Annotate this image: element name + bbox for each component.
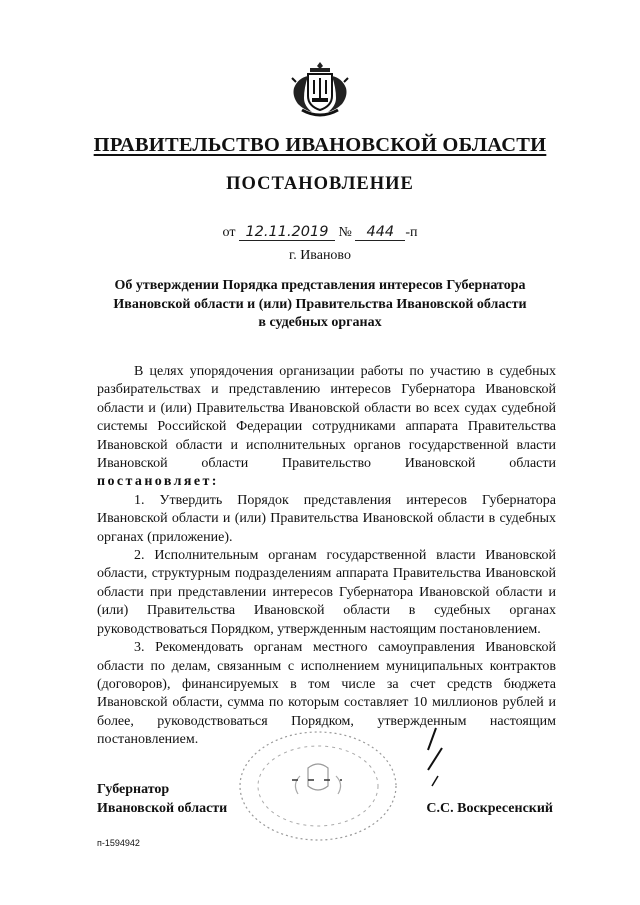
item-3-paragraph: 3. Рекомендовать органам местного самоуправления Ивановской области по делам, связанным с исполнением муниципальных контрактов (договоров), финансируемых в том числе за счет средств бюджета Ивановской области, сумма по которым составляет 10 миллионов рублей и более, руководствоваться Порядком, утвержденным настоящим постановлением. bbox=[97, 640, 556, 748]
signature-marks bbox=[420, 726, 450, 804]
government-title: ПРАВИТЕЛЬСТВО ИВАНОВСКОЙ ОБЛАСТИ bbox=[93, 134, 547, 156]
registration-number: п-1594942 bbox=[97, 838, 140, 848]
preamble-text: В целях упорядочения организации работы по участию в судебных разбирательствах и представлению интересов Губернатора Ивановской области и (или) Правительства Ивановской области во всех судах судебной системы Российской Федерации сотрудниками аппарата Правительства Ивановской области и исполнительных органов государственной власти Ивановской области Правительство Ивановской области bbox=[97, 364, 556, 472]
item-2-paragraph: 2. Исполнительным органам государственной власти Ивановской области, структурным подразделениям аппарата Правительства Ивановской области при представлении интересов Губернатора Ивановской области и (или) Правительства Ивановской области в судебных органах руководствоваться Порядком, утвержденным настоящим постановлением. bbox=[97, 548, 556, 637]
decree-word: постановляет: bbox=[97, 474, 219, 490]
heading-line: в судебных органах bbox=[258, 315, 382, 330]
heading-line: Ивановской области и (или) Правительства Ивановской области bbox=[113, 296, 527, 312]
signatory-position bbox=[97, 781, 227, 818]
dateline bbox=[0, 224, 640, 241]
preamble-paragraph bbox=[97, 363, 556, 492]
document-heading bbox=[100, 277, 540, 333]
position-line: Ивановской области bbox=[97, 800, 228, 816]
number-sign: № bbox=[338, 225, 352, 240]
handwritten-number: 444 bbox=[355, 224, 405, 241]
official-seal-stamp bbox=[230, 728, 420, 846]
city: г. Иваново bbox=[289, 248, 351, 263]
item-1-paragraph: 1. Утвердить Порядок представления интересов Губернатора Ивановской области и (или) Правительства Ивановской области в судебных органах (приложение). bbox=[97, 492, 556, 545]
document-body bbox=[97, 363, 556, 750]
number-suffix: -п bbox=[405, 225, 418, 240]
heading-line: Об утверждении Порядка представления интересов Губернатора bbox=[114, 278, 526, 293]
handwritten-date: 12.11.2019 bbox=[239, 224, 335, 241]
signatory-name: С.С. Воскресенский bbox=[426, 801, 553, 816]
coat-of-arms-emblem bbox=[288, 58, 352, 120]
position-line: Губернатор bbox=[97, 782, 170, 797]
date-prefix: от bbox=[222, 225, 236, 240]
document-type: ПОСТАНОВЛЕНИЕ bbox=[226, 174, 414, 194]
